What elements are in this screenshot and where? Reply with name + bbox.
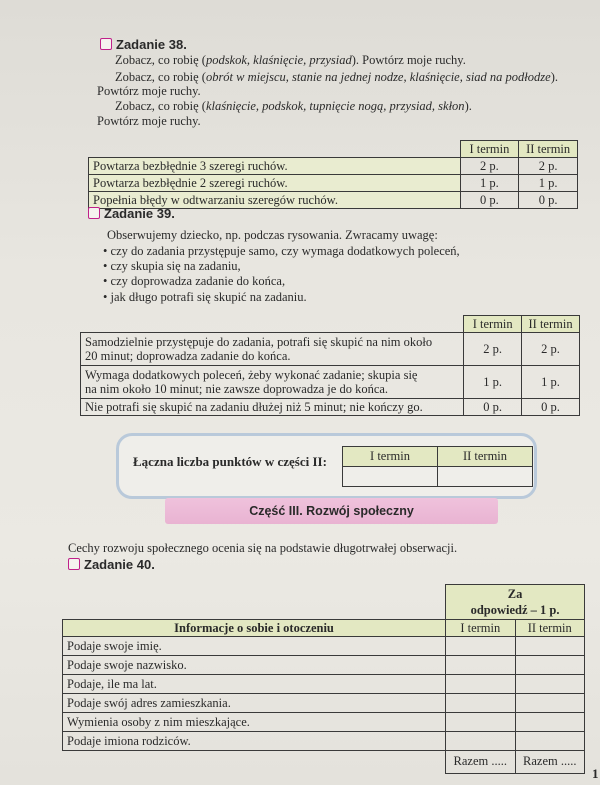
row-label: Podaje swoje imię. — [63, 637, 446, 656]
task-38-line-3: Powtórz moje ruchy. — [97, 84, 201, 98]
points-term-1: 1 p. — [464, 366, 522, 399]
row-label: Podaje imiona rodziców. — [63, 732, 446, 751]
bullet-item: • czy do zadania przystępuje samo, czy wymaga dodatkowych poleceń, — [103, 244, 460, 258]
score-term-1-cell[interactable] — [446, 656, 515, 675]
header-term-2: II termin — [438, 447, 533, 467]
header-term-1: I termin — [446, 620, 515, 637]
row-label: Nie potrafi się skupić na zadaniu dłużej niż 5 minut; nie kończy go. — [81, 399, 464, 416]
points-term-2: 0 p. — [519, 192, 578, 209]
points-term-2: 2 p. — [519, 158, 578, 175]
table-row — [63, 675, 585, 694]
total-term-2[interactable]: Razem ..... — [515, 751, 584, 774]
score-term-1-cell[interactable] — [446, 713, 515, 732]
task-38-line-4: Zobacz, co robię (klaśnięcie, podskok, tupnięcie nogą, przysiad, skłon). — [115, 99, 472, 113]
task-38-line-5: Powtórz moje ruchy. — [97, 114, 201, 128]
checkbox-icon[interactable] — [88, 207, 100, 219]
summary-label: Łączna liczba punktów w części II: — [133, 454, 327, 469]
points-term-2: 1 p. — [522, 366, 580, 399]
score-term-2-cell[interactable] — [515, 694, 584, 713]
score-term-2-cell[interactable] — [515, 675, 584, 694]
section-intro: Cechy rozwoju społecznego ocenia się na podstawie długotrwałej obserwacji. — [68, 541, 458, 555]
bullet-item: • czy skupia się na zadaniu, — [103, 259, 241, 273]
empty-cell — [63, 585, 446, 620]
points-term-1: 0 p. — [460, 192, 519, 209]
table-row — [89, 175, 578, 192]
bullet-item: • jak długo potrafi się skupić na zadaniu. — [103, 290, 307, 304]
header-term-1: I termin — [460, 141, 519, 158]
task-38-line-1: Zobacz, co robię (podskok, klaśnięcie, przysiad). Powtórz moje ruchy. — [115, 53, 466, 67]
table-row — [63, 694, 585, 713]
table-row — [89, 158, 578, 175]
table-row — [63, 637, 585, 656]
task-40-title: Zadanie 40. — [68, 557, 155, 572]
header-term-2: II termin — [522, 316, 580, 333]
task-39-title: Zadanie 39. — [88, 206, 175, 221]
score-term-1-cell[interactable] — [446, 637, 515, 656]
empty-cell — [63, 751, 446, 774]
points-term-1: 0 p. — [464, 399, 522, 416]
score-term-1-cell[interactable] — [446, 732, 515, 751]
checkbox-icon[interactable] — [68, 558, 80, 570]
header-group: Za odpowiedź – 1 p. — [446, 585, 585, 620]
summary-table — [342, 446, 533, 487]
points-term-2: 0 p. — [522, 399, 580, 416]
row-label: Powtarza bezbłędnie 3 szeregi ruchów. — [89, 158, 461, 175]
table-row — [81, 333, 580, 366]
row-label: Wymaga dodatkowych poleceń, żeby wykonać zadanie; skupia się na nim około 10 minut; nie zawsze doprowadza je do końca. — [81, 366, 464, 399]
score-term-2-cell[interactable] — [515, 732, 584, 751]
points-term-1: 2 p. — [460, 158, 519, 175]
empty-cell — [81, 316, 464, 333]
task-39-table — [80, 315, 580, 416]
table-row — [63, 732, 585, 751]
score-term-1-cell[interactable] — [446, 694, 515, 713]
empty-cell — [89, 141, 461, 158]
row-label: Podaje swój adres zamieszkania. — [63, 694, 446, 713]
row-label: Podaje swoje nazwisko. — [63, 656, 446, 675]
points-term-2: 1 p. — [519, 175, 578, 192]
points-summary-box — [116, 433, 537, 499]
header-term-1: I termin — [343, 447, 438, 467]
row-label: Powtarza bezbłędnie 2 szeregi ruchów. — [89, 175, 461, 192]
row-label: Podaje, ile ma lat. — [63, 675, 446, 694]
sum-term-1-field[interactable] — [343, 467, 438, 487]
task-39-intro: Obserwujemy dziecko, np. podczas rysowania. Zwracamy uwagę: — [107, 228, 438, 242]
total-term-1[interactable]: Razem ..... — [446, 751, 515, 774]
task-40-table — [62, 584, 585, 774]
score-term-1-cell[interactable] — [446, 675, 515, 694]
header-term-1: I termin — [464, 316, 522, 333]
section-banner: Część III. Rozwój społeczny — [165, 498, 498, 524]
page-number: 1 — [592, 766, 599, 781]
row-label: Samodzielnie przystępuje do zadania, potrafi się skupić na nim około 20 minut; doprowadza zadanie do końca. — [81, 333, 464, 366]
score-term-2-cell[interactable] — [515, 713, 584, 732]
points-term-1: 2 p. — [464, 333, 522, 366]
points-term-1: 1 p. — [460, 175, 519, 192]
sum-term-2-field[interactable] — [438, 467, 533, 487]
table-row — [63, 713, 585, 732]
points-term-2: 2 p. — [522, 333, 580, 366]
bullet-item: • czy doprowadza zadanie do końca, — [103, 274, 286, 288]
table-row — [81, 366, 580, 399]
task-38-line-2: Zobacz, co robię (obrót w miejscu, stanie na jednej nodze, klaśnięcie, siad na podłodze). — [115, 70, 558, 84]
checkbox-icon[interactable] — [100, 38, 112, 50]
task-38-title: Zadanie 38. — [100, 37, 187, 52]
row-label: Popełnia błędy w odtwarzaniu szeregów ruchów. — [89, 192, 461, 209]
score-term-2-cell[interactable] — [515, 637, 584, 656]
header-term-2: II termin — [515, 620, 584, 637]
row-label: Wymienia osoby z nim mieszkające. — [63, 713, 446, 732]
table-row — [81, 399, 580, 416]
header-info: Informacje o sobie i otoczeniu — [63, 620, 446, 637]
task-38-table — [88, 140, 578, 209]
header-term-2: II termin — [519, 141, 578, 158]
score-term-2-cell[interactable] — [515, 656, 584, 675]
table-row — [63, 656, 585, 675]
